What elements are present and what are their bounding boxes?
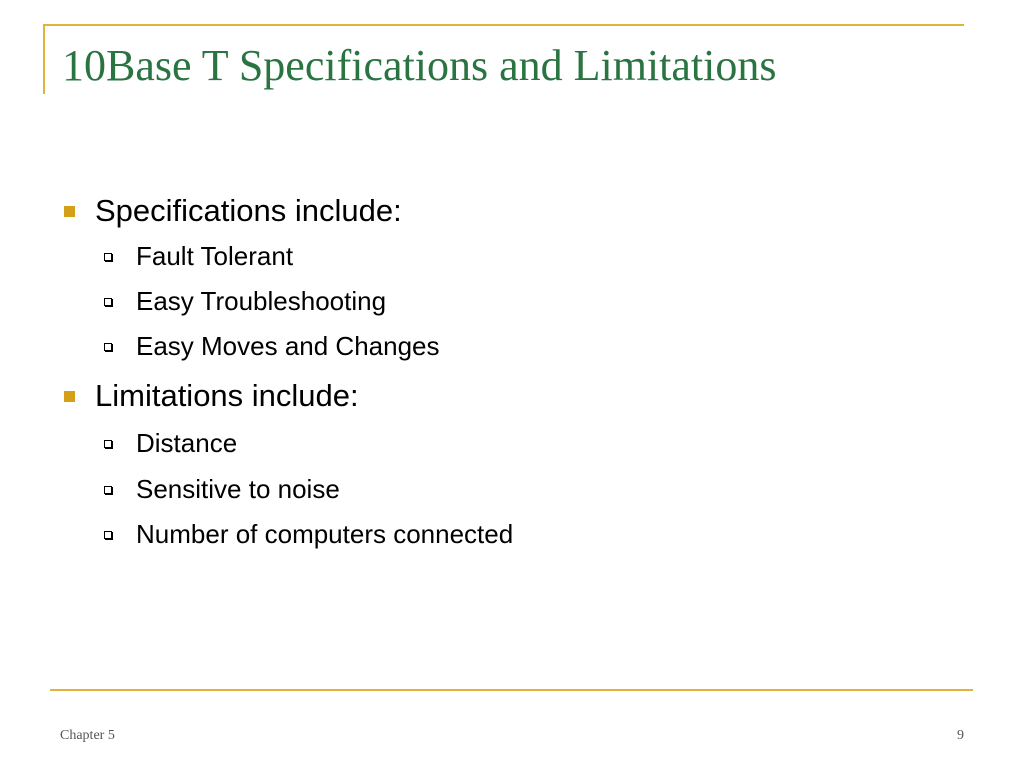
section-heading: Specifications include: xyxy=(95,193,402,228)
frame-left-rule xyxy=(43,24,45,94)
list-item-text: Easy Troubleshooting xyxy=(136,286,387,316)
square-bullet-icon xyxy=(64,206,75,217)
list-item-text: Sensitive to noise xyxy=(136,474,340,504)
list-item-text: Fault Tolerant xyxy=(136,241,294,271)
hollow-square-bullet-icon xyxy=(104,298,112,306)
footer-chapter: Chapter 5 xyxy=(60,728,115,743)
hollow-square-bullet-icon xyxy=(104,253,112,261)
hollow-square-bullet-icon xyxy=(104,343,112,351)
hollow-square-bullet-icon xyxy=(104,486,112,494)
section-specifications xyxy=(64,193,402,229)
list-item xyxy=(104,474,340,505)
section-heading: Limitations include: xyxy=(95,378,359,413)
list-item-text: Easy Moves and Changes xyxy=(136,331,440,361)
footer-page-number: 9 xyxy=(957,728,964,743)
list-item xyxy=(104,331,440,362)
list-item xyxy=(104,241,293,272)
section-limitations xyxy=(64,378,359,414)
hollow-square-bullet-icon xyxy=(104,440,112,448)
hollow-square-bullet-icon xyxy=(104,531,112,539)
list-item xyxy=(104,519,513,550)
square-bullet-icon xyxy=(64,391,75,402)
list-item xyxy=(104,428,237,459)
list-item xyxy=(104,286,386,317)
slide-title: 10Base T Specifications and Limitations xyxy=(62,41,777,90)
list-item-text: Distance xyxy=(136,428,238,458)
frame-top-rule xyxy=(43,24,964,26)
list-item-text: Number of computers connected xyxy=(136,519,514,549)
footer-rule xyxy=(50,689,973,691)
